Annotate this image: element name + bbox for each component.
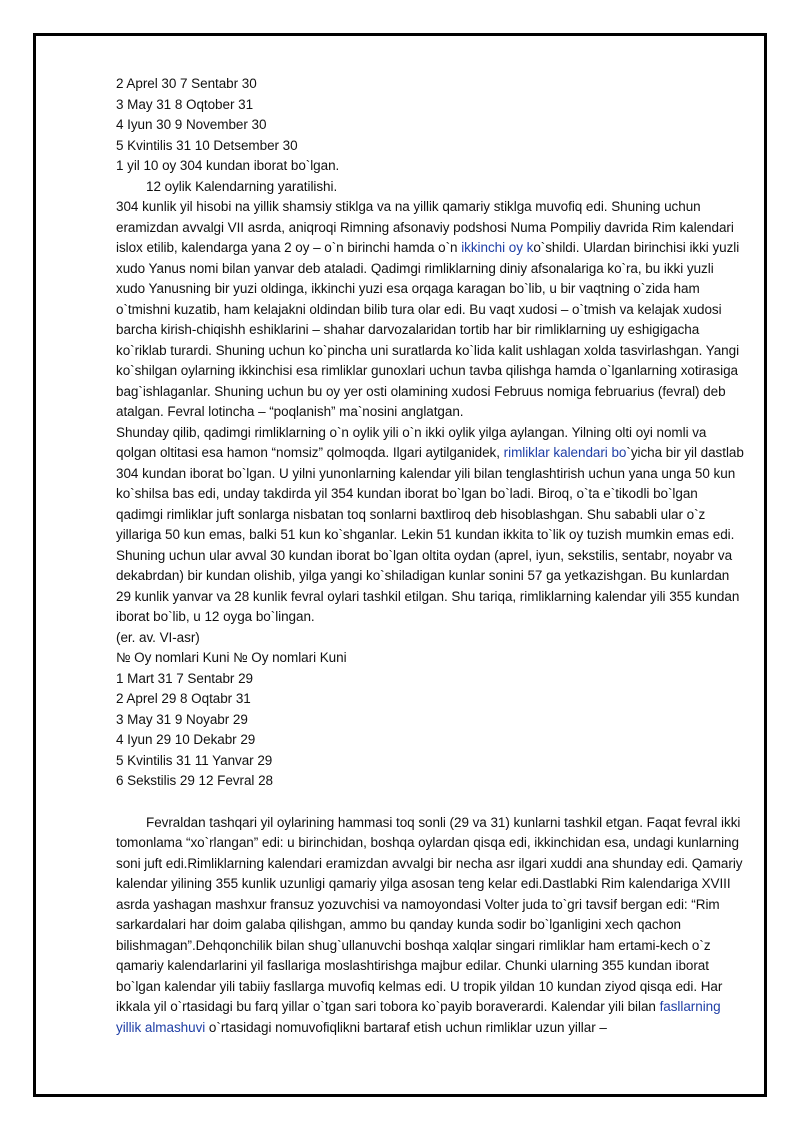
table-row: 4 Iyun 29 10 Dekabr 29 [116, 732, 256, 747]
paragraph-text: o`rtasidagi nomuvofiqlikni bartaraf etish uchun rimliklar uzun yillar – [205, 1019, 607, 1035]
list-item: 4 Iyun 30 9 November 30 [116, 117, 267, 132]
table-row: 1 Mart 31 7 Sentabr 29 [116, 670, 253, 686]
paragraph-3 [116, 813, 744, 1039]
list-item: 1 yil 10 oy 304 kundan iborat bo`lgan. [116, 158, 340, 173]
paragraph-2 [116, 423, 744, 628]
table-row: 5 Kvintilis 31 11 Yanvar 29 [116, 752, 273, 768]
paragraph-text: o`shildi. Ulardan birinchisi ikki yuzli xudo Yanus nomi bilan yanvar deb ataladi. Qadimgi rimliklarning diniy afsonalariga ko`ra, bu ikki yuzli xudo Yanusning bir yuzi oldinga, ikkinchi yuzi esa orqaga karagan bo`lib, u bir vaqtning o`zida ham o`tmishni kuzatib, ham kelajakni oldindan bilib tura olar edi. Bu vaqt xudosi – o`tmish va kelajak xudosi barcha kirish-chiqishh eshiklarini – shahar darvozalaridan tortib har bir rimliklarning uy eshigigacha ko`riklab turardi. Shuning uchun ko`pincha uni suratlarda ko`lida kalit ushlagan xolda tasvirlashgan. Yangi ko`shilgan oylarning ikkinchisi esa rimliklar gunoxlari uchun tavba qilishga hamda o`lganlarning xotirasiga bag`ishlaganlar. Shuning uchun bu oy yer osti olamining xudosi Februus nomiga februarius (fevral) deb atalgan. Fevral lotincha – “poqlanish” ma`nosini anglatgan. [116, 240, 740, 419]
era-note: (er. av. VI-asr) [116, 629, 200, 645]
list-item: 5 Kvintilis 31 10 Detsember 30 [116, 137, 298, 153]
top-month-list [116, 74, 744, 177]
hyperlink-ikkinchi-oy[interactable]: ikkinchi oy k [461, 240, 534, 255]
table-row: 2 Aprel 29 8 Oqtabr 31 [116, 691, 251, 706]
paragraph-1 [116, 197, 744, 423]
paragraph-text: 304 kunlik yil hisobi na yillik shamsiy stiklga va na yillik qamariy stiklga muvofiq edi. Shuning uchun eramizdan avvalgi VII asrda, aniqroqi Rimning afsonaviy podshosi Numa Pompiliy davrida Rim kalendari islox etilib, kalendarga yana 2 oy – o`n birinchi hamda o`n [116, 199, 734, 255]
hyperlink-rimliklar-kalendari[interactable]: rimliklar kalendari bo [503, 445, 627, 460]
paragraph-text: `yicha bir yil dastlab 304 kundan iborat bo`lgan. U yilni yunonlarning kalendar yili bilan tenglashtirish uchun yana unga 50 kun ko`shilsa bas edi, unday takdirda yil 354 kundan iborat bo`lgan bo`ladi. Biroq, o`ta e`tikodli bo`lgan qadimgi rimliklar juft sonlarga nisbatan toq sonlarni baxtliroq deb hisoblashgan. Shu sababli ular o`z yillariga 50 kun emas, balki 51 kun ko`shganlar. Lekin 51 kundan ikkita to`lik oy tuzish mumkin emas edi. Shuning uchun ular avval 30 kundan iborat bo`lgan oltita oydan (aprel, iyun, sekstilis, sentabr, noyabr va dekabrdan) bir kundan olishib, yilga yangi ko`shiladigan kunlar sonini 57 ga yetkazishgan. Bu kunlardan 29 kunlik yanvar va 28 kunlik fevral oylari tashkil etilgan. Shu tariqa, rimliklarning kalendar yili 355 kundan iborat bo`lib, u 12 oyga bo`lingan. [116, 445, 744, 624]
table-row: 6 Sekstilis 29 12 Fevral 28 [116, 773, 273, 788]
paragraph-text: Fevraldan tashqari yil oylarining hammasi toq sonli (29 va 31) kunlarni tashkil etgan. Faqat fevral ikki tomonlama “xo`rlangan” edi: u birinchidan, boshqa oylardan qisqa edi, ikkinchidan esa, undagi kunlarning soni juft edi.Rimliklarning kalendari eramizdan avvalgi bir necha asr ilgari xuddi ana shunday edi. Qamariy kalendar yilining 355 kunlik uzunligi qamariy yilga asosan teng kelar edi.Dastlabki Rim kalendariga XVIII asrda yashagan mashxur fransuz yozuvchisi va namoyondasi Volter juda to`gri tavsif bergan edi: “Rim sarkardalari har doim galaba qilishgan, ammo bu qanday kunda sodir bo`lganligini xech qachon bilishmagan”.Dehqonchilik bilan shug`ullanuvchi boshqa xalqlar singari rimliklar ham ertami-kech o`z qamariy kalendarlarini yil fasllariga moslashtirishga majbur edilar. Chunki ularning 355 kundan iborat bo`lgan kalendar yili tabiiy fasllarga muvofiq kelmas edi. U tropik yildan 10 kundan ziyod qisqa edi. Har ikkala yil o`rtasidagi bu farq yillar o`tgan sari tobora ko`payib boraverardi. Kalendar yili bilan [116, 814, 743, 1014]
blank-line [116, 792, 744, 813]
table-header: № Oy nomlari Kuni № Oy nomlari Kuni [116, 650, 347, 665]
hyperlink-fasllarning-almashuvi[interactable]: fasllarning yillik almashuvi [116, 999, 721, 1035]
list-item: 3 May 31 8 Oqtober 31 [116, 96, 254, 112]
section-heading: 12 oylik Kalendarning yaratilishi. [146, 178, 338, 194]
list-item: 2 Aprel 30 7 Sentabr 30 [116, 76, 257, 91]
paragraph-text: Shunday qilib, qadimgi rimliklarning o`n oylik yili o`n ikki oylik yilga aylangan. Yilning olti oyi nomli va qolgan oltitasi esa hamon “nomsiz” qolmoqda. Ilgari aytilganidek, [116, 424, 707, 460]
month-table [116, 648, 744, 792]
table-row: 3 May 31 9 Noyabr 29 [116, 711, 248, 727]
document-body [116, 74, 744, 1038]
